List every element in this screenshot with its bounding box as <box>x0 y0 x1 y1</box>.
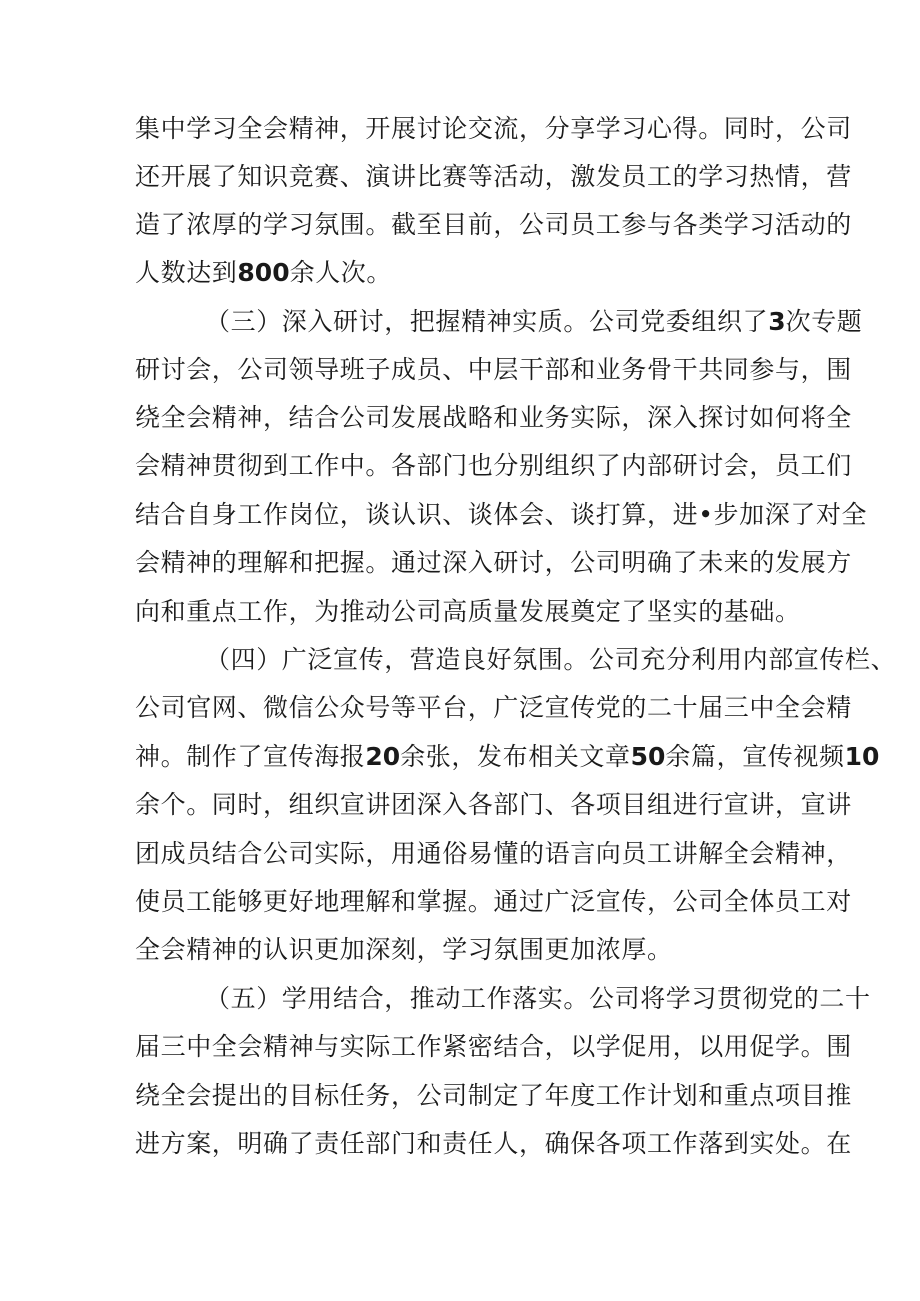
text-run: 使员工能够更好地理解和掌握。通过广泛宣传，公司全体员工对 <box>135 887 852 916</box>
text-line <box>135 355 852 385</box>
text-line <box>135 597 801 627</box>
text-run: 余个。同时，组织宣讲团深入各部门、各项目组进行宣讲，宣讲 <box>135 790 852 819</box>
text-run: 向和重点工作，为推动公司高质量发展奠定了坚实的基础。 <box>135 597 801 626</box>
text-run: 团成员结合公司实际，用通俗易懂的语言向员工讲解全会精神， <box>135 839 852 868</box>
bold-number: 50 <box>630 742 666 771</box>
text-line <box>135 839 852 869</box>
text-line <box>135 1081 852 1111</box>
text-line <box>135 935 673 965</box>
text-run: 会精神的理解和把握。通过深入研讨，公司明确了未来的发展方 <box>135 548 852 577</box>
text-run: 公司官网、微信公众号等平台，广泛宣传党的二十届三中全会精 <box>135 693 852 722</box>
text-line <box>205 645 896 675</box>
bold-number: 800 <box>237 258 290 287</box>
text-line <box>135 258 392 288</box>
text-run: 绕全会精神，结合公司发展战略和业务实际，深入探讨如何将全 <box>135 403 852 432</box>
text-run: 绕全会提出的目标任务，公司制定了年度工作计划和重点项目推 <box>135 1081 852 1110</box>
text-line <box>135 887 852 917</box>
text-run: 进方案，明确了责任部门和责任人，确保各项工作落到实处。在 <box>135 1129 852 1158</box>
text-run: 余人次。 <box>289 258 392 287</box>
text-run: 会精神贯彻到工作中。各部门也分别组织了内部研讨会，员工们 <box>135 451 852 480</box>
text-line <box>205 984 871 1014</box>
text-line <box>135 790 852 820</box>
text-line <box>135 210 852 240</box>
text-run: （五）学用结合，推动工作落实。公司将学习贯彻党的二十 <box>205 984 871 1013</box>
text-line <box>135 548 852 578</box>
text-run: 人数达到 <box>135 258 238 287</box>
text-run: 集中学习全会精神，开展讨论交流，分享学习心得。同时，公司 <box>135 114 852 143</box>
text-run: 结合自身工作岗位，谈认识、谈体会、谈打算，进•步加深了对全 <box>135 500 868 529</box>
text-run: 全会精神的认识更加深刻，学习氛围更加浓厚。 <box>135 935 673 964</box>
text-run: 造了浓厚的学习氛围。截至目前，公司员工参与各类学习活动的 <box>135 210 852 239</box>
text-line <box>135 500 867 530</box>
text-line <box>135 403 852 433</box>
text-line <box>135 742 879 772</box>
text-line <box>135 693 852 723</box>
text-line <box>135 1129 852 1159</box>
text-line <box>135 162 852 192</box>
bold-number: 3 <box>768 307 786 336</box>
text-run: 还开展了知识竞赛、演讲比赛等活动，激发员工的学习热情，营 <box>135 162 852 191</box>
text-run: （四）广泛宣传，营造良好氛围。公司充分利用内部宣传栏、 <box>205 645 897 674</box>
bold-number: 10 <box>844 742 880 771</box>
text-line <box>135 1032 852 1062</box>
text-run: 神。制作了宣传海报 <box>135 742 366 771</box>
text-run: 余篇，宣传视频 <box>665 742 845 771</box>
text-line <box>135 114 852 144</box>
text-run: （三）深入研讨，把握精神实质。公司党委组织了 <box>205 307 769 336</box>
text-line <box>205 307 862 337</box>
bold-number: 20 <box>365 742 401 771</box>
text-run: 研讨会，公司领导班子成员、中层干部和业务骨干共同参与，围 <box>135 355 852 384</box>
text-run: 余张，发布相关文章 <box>400 742 631 771</box>
text-line <box>135 451 852 481</box>
text-run: 次专题 <box>785 307 863 336</box>
text-run: 届三中全会精神与实际工作紧密结合，以学促用，以用促学。围 <box>135 1032 852 1061</box>
